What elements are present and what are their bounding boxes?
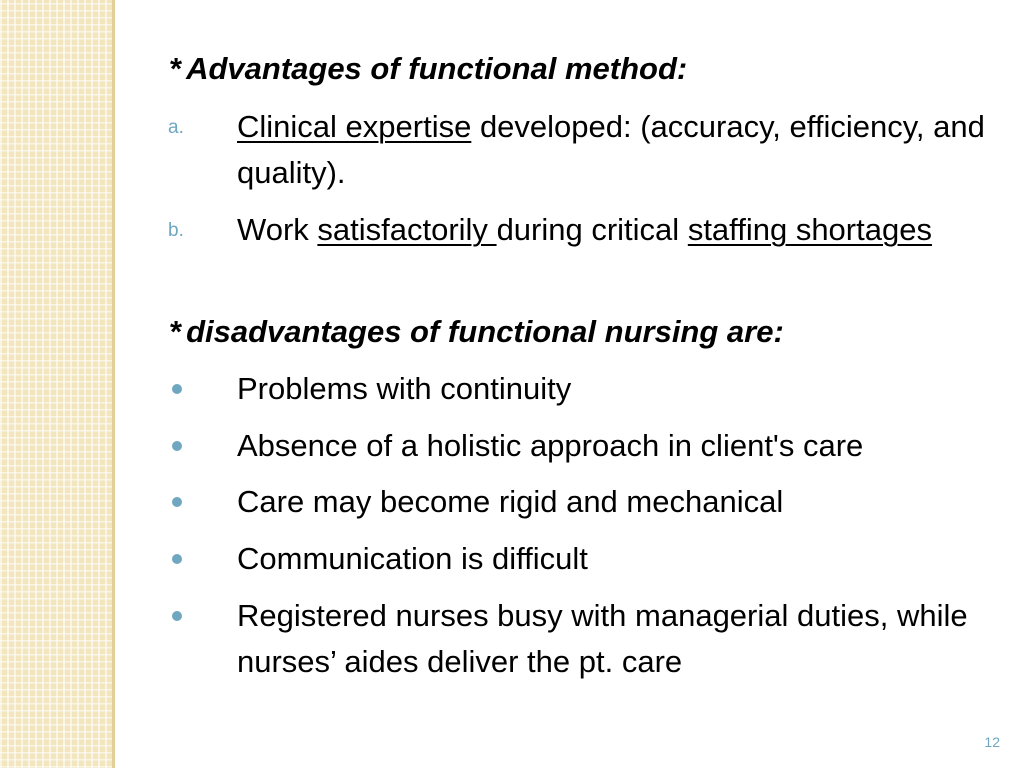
bullet-icon (172, 384, 182, 394)
advantages-heading (170, 49, 687, 89)
bullet-icon (172, 611, 182, 621)
disadvantage-text: Communication is difficult (237, 541, 588, 576)
disadvantage-text: Registered nurses busy with managerial duties, while nurses’ aides deliver the pt. care (237, 598, 968, 679)
disadvantages-heading (170, 312, 784, 352)
advantage-text-b (237, 207, 997, 253)
advantages-title: Advantages of functional method: (186, 51, 688, 86)
advantage-b-staffing-shortages: staffing shortages (687, 212, 932, 247)
advantage-a-rest: developed: (accuracy, efficiency, and quality). (237, 109, 985, 190)
bullet-icon (172, 554, 182, 564)
page-number: 12 (984, 734, 1000, 750)
advantage-text-a (237, 104, 997, 196)
bullet-icon (172, 441, 182, 451)
disadvantage-text: Care may become rigid and mechanical (237, 484, 784, 519)
list-marker-b: b. (168, 220, 184, 241)
advantage-b-part3: during critical (496, 212, 688, 247)
disadvantage-text: Problems with continuity (237, 371, 572, 406)
bullet-icon (172, 497, 182, 507)
disadvantages-title: disadvantages of functional nursing are: (186, 314, 784, 349)
advantage-b-part1: Work (237, 212, 318, 247)
heading-star: * (170, 314, 183, 349)
disadvantage-text: Absence of a holistic approach in client's care (237, 428, 864, 463)
heading-star: * (170, 51, 183, 86)
advantage-b-satisfactorily: satisfactorily (317, 212, 497, 247)
clinical-expertise-text: Clinical expertise (237, 109, 472, 144)
list-marker-a: a. (168, 117, 184, 138)
